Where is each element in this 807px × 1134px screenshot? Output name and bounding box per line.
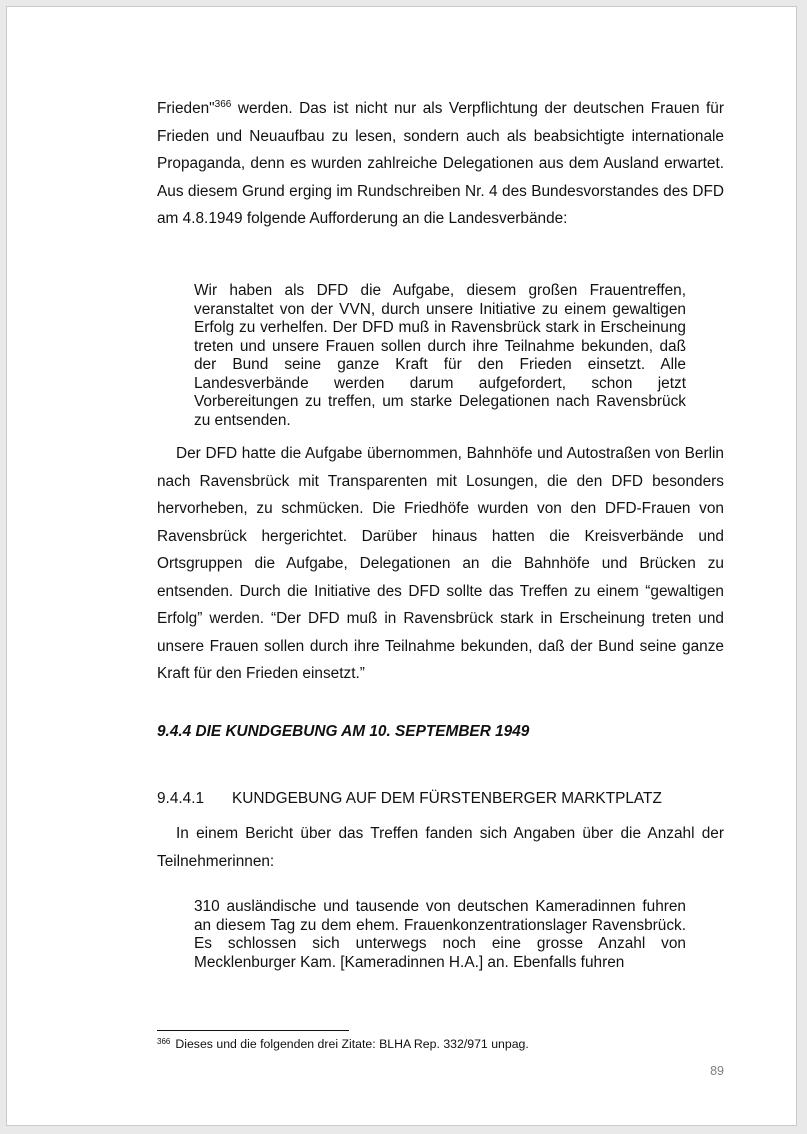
footnote [157,1036,529,1052]
footnote-text: Dieses und die folgenden drei Zitate: BLHA Rep. 332/971 unpag. [175,1037,529,1051]
document-page [6,6,797,1126]
section-heading: 9.4.4 DIE KUNDGEBUNG AM 10. SEPTEMBER 1949 [157,723,530,740]
page-number: 89 [710,1064,724,1078]
footnote-separator [157,1030,349,1031]
paragraph-intro-text: werden. Das ist nicht nur als Verpflichtung der deutschen Frauen für Frieden und Neuaufbau zu lesen, sondern auch als beabsichtigte internationale Propaganda, denn es wurden zahlreiche Delegationen aus dem Ausland erwartet. Aus diesem Grund erging im Rundschreiben Nr. 4 des Bundesvorstandes des DFD am 4.8.1949 folgende Aufforderung an die Landesverbände: [157,100,724,227]
paragraph-intro-lead: Frieden" [157,100,215,117]
paragraph-report: In einem Bericht über das Treffen fanden sich Angaben über die Anzahl der Teilnehmerinnen: [157,825,724,870]
paragraph-intro [157,95,724,233]
block-quote-participants: 310 ausländische und tausende von deutschen Kameradinnen fuhren an diesem Tag zu dem ehem. Frauenkonzentrationslager Ravensbrück. Es schlossen sich unterwegs noch eine grosse Anzahl von Mecklenburger Kam. [Kameradinnen H.A.] an. Ebenfalls fuhren [194,898,686,971]
footnote-reference[interactable]: 366 [214,99,232,110]
paragraph-dfd-task: Der DFD hatte die Aufgabe übernommen, Bahnhöfe und Autostraßen von Berlin nach Ravensbrück mit Transparenten mit Losungen, die den DFD besonders hervorheben, zu schmücken. Die Friedhöfe wurden von den DFD-Frauen von Ravensbrück hergerichtet. Darüber hinaus hatten die Kreisverbände und Ortsgruppen die Aufgabe, Delegationen an die Bahnhöfe und Brücken zu entsenden. Durch die Initiative des DFD sollte das Treffen zu einem “gewaltigen Erfolg” werden. “Der DFD muß in Ravensbrück stark in Erscheinung treten und unsere Frauen sollen durch ihre Teilnahme bekunden, daß der Bund seine ganze Kraft für den Frieden einsetzt.” [157,445,724,682]
subsection-heading [157,790,662,808]
subsection-title: KUNDGEBUNG AUF DEM FÜRSTENBERGER MARKTPLATZ [232,790,662,807]
subsection-number: 9.4.4.1 [157,790,205,807]
block-quote-circular: Wir haben als DFD die Aufgabe, diesem großen Frauentreffen, veranstaltet von der VVN, durch unsere Initiative zu einem gewaltigen Erfolg zu verhelfen. Der DFD muß in Ravensbrück stark in Erscheinung treten und unsere Frauen sollen durch ihre Teilnahme bekunden, daß der Bund seine ganze Kraft für den Frieden einsetzt. Alle Landesverbände werden darum aufgefordert, schon jetzt Vorbereitungen zu treffen, um starke Delegationen nach Ravensbrück zu entsenden. [194,282,686,429]
footnote-marker: 366 [157,1037,171,1046]
